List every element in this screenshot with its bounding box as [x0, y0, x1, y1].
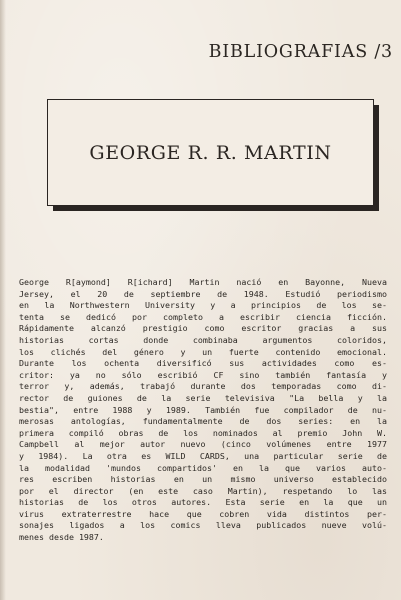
text-line: tenta se dedicó por completo a escribir ciencia ficción. [19, 311, 387, 322]
text-line: critor: ya no sólo escribió CF sino también fantasía y [19, 369, 387, 380]
page-spine-shadow [0, 0, 6, 600]
text-line: menes desde 1987. [19, 532, 104, 543]
text-line: la modalidad 'mundos compartidos' en la que varios auto- [19, 462, 387, 473]
text-line: George R[aymond] R[ichard] Martin nació en Bayonne, Nueva [19, 277, 387, 287]
text-line: Campbell al mejor autor nuevo (cinco volúmenes entre 1977 [19, 439, 387, 450]
text-line: historias cortas donde combinaba argumentos coloridos, [19, 334, 387, 345]
text-line: rector de guiones de la serie televisiva "La bella y la [19, 392, 387, 403]
text-line: res escriben historias en un mismo universo establecido [19, 474, 387, 485]
text-line: Jersey, el 20 de septiembre de 1948. Estudió periodismo [19, 288, 387, 299]
text-line: sonajes ligados a los comics lleva publicados nueve volú- [19, 520, 387, 531]
text-line: y 1984). La otra es WILD CARDS, una particular serie de [19, 450, 387, 461]
text-line: los clichés del género y un fuerte contenido emocional. [19, 346, 387, 357]
text-line: merosas antologías, fundamentalmente de dos series: en la [19, 416, 387, 427]
text-line: en la Northwestern University y a principios de los se- [19, 300, 387, 311]
section-header: BIBLIOGRAFIAS /3 [208, 42, 393, 62]
title-box-shadow-right [374, 105, 379, 211]
title-box [47, 99, 374, 206]
text-line: primera compiló obras de los nominados al premio John W. [19, 427, 387, 438]
text-line: por el director (en este caso Martin), respetando lo las [19, 485, 387, 496]
text-line: terror y, además, trabajó durante dos temporadas como di- [19, 381, 387, 392]
text-line: historias de los otros autores. Esta serie en la que un [19, 497, 387, 508]
text-line: bestia", entre 1988 y 1989. También fue compilador de nu- [19, 404, 387, 415]
title-box-shadow-bottom [53, 206, 379, 211]
text-line: Durante los ochenta diversificó sus actividades como es- [19, 358, 387, 369]
author-title: GEORGE R. R. MARTIN [89, 142, 332, 164]
text-line: virus extraterrestre hace que cobren vida distintos per- [19, 508, 387, 519]
biography-text [19, 277, 387, 544]
text-line: Rápidamente alcanzó prestigio como escritor gracias a sus [19, 323, 387, 334]
